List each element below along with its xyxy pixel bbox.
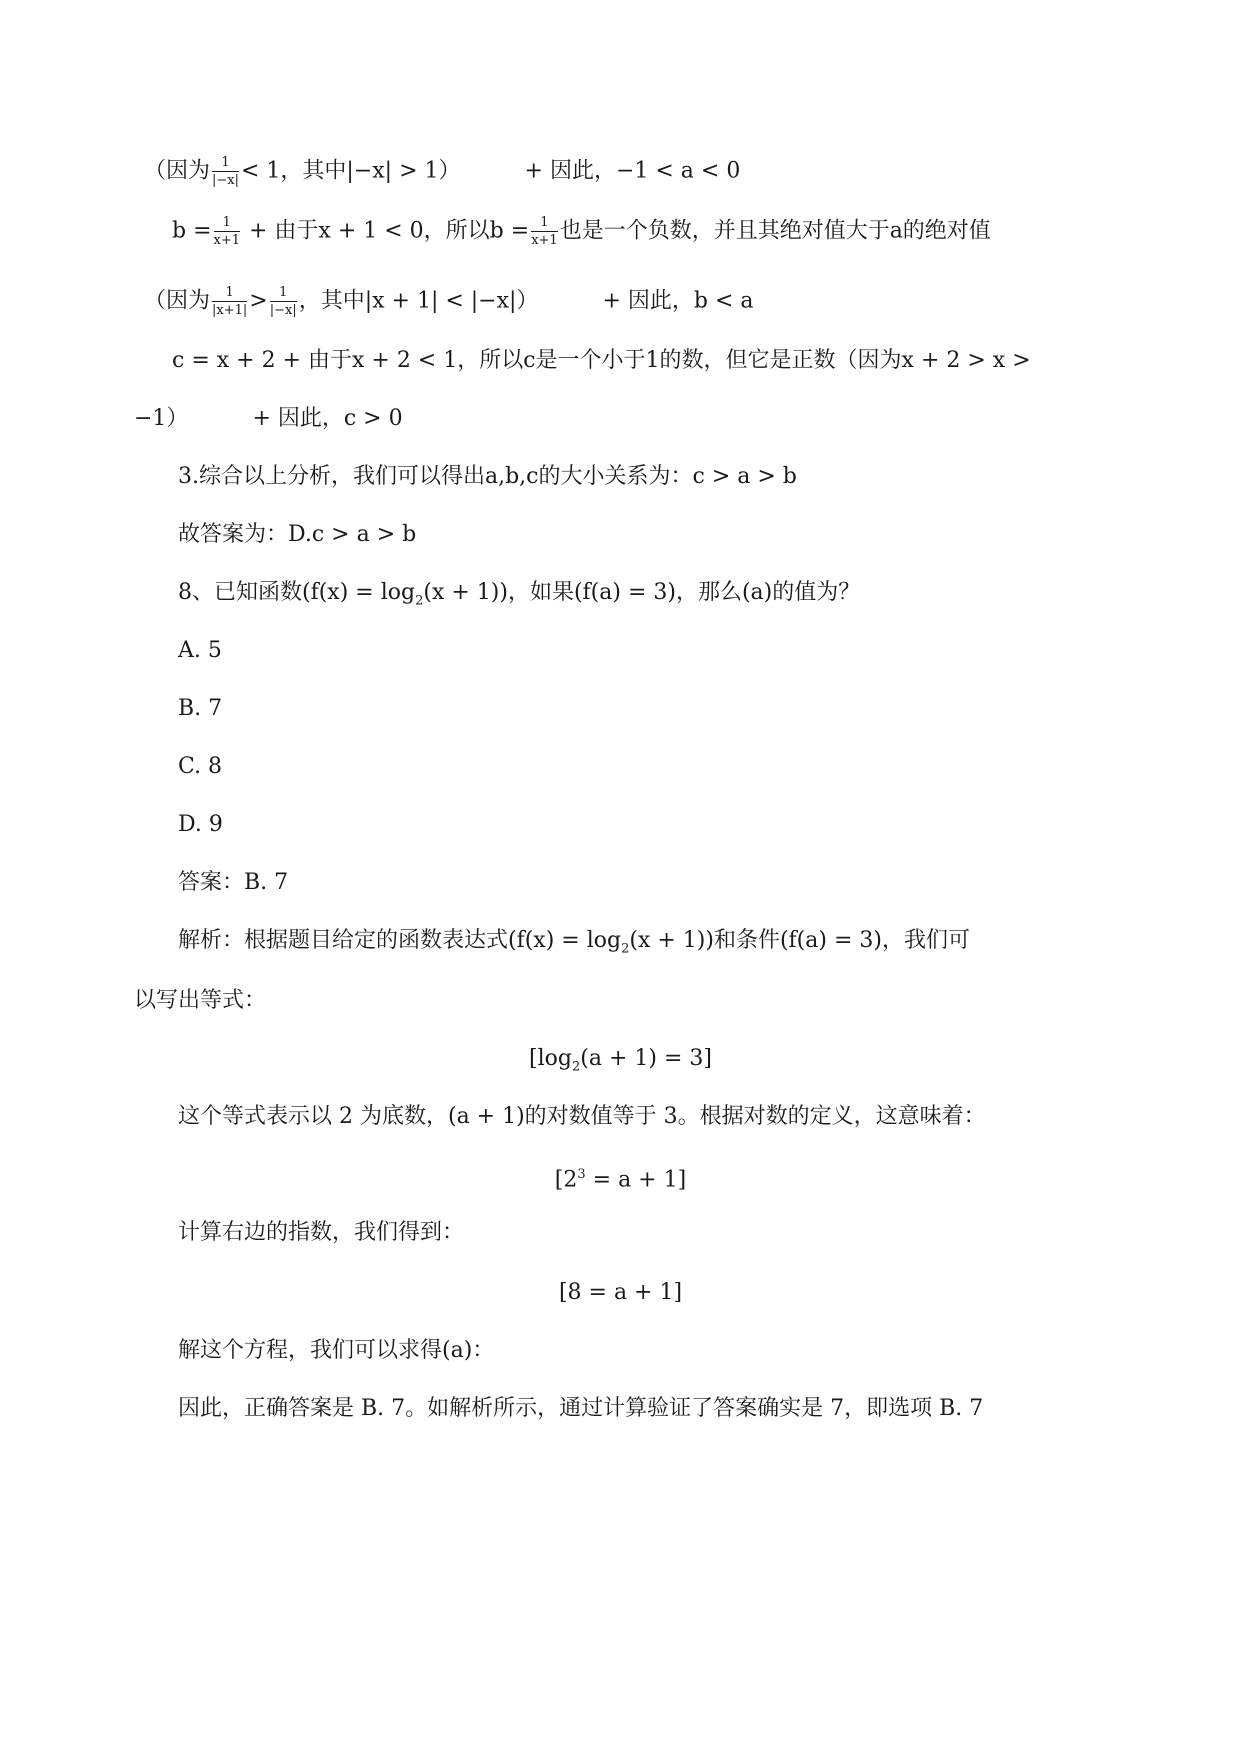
line-abs-reason-b: （因为 $\frac{1}{|x+1|}$ > $\frac{1}{|-x|}$ ，其中|x + 1| < |−x|） + 因此，b < a <box>144 285 754 318</box>
line-abs-reason-a <box>144 156 740 187</box>
option-d: D. 9 <box>178 812 223 837</box>
text: < 1，其中|−x| > 1） <box>241 158 461 184</box>
text: （因为 <box>144 158 211 184</box>
option-a: A. 5 <box>178 638 222 663</box>
fraction: $\frac{1}{|-x|}$ <box>212 155 239 188</box>
line-summary: 3.综合以上分析，我们可以得出a,b,c的大小关系为：c > a > b <box>178 464 797 489</box>
analysis-line-2: 以写出等式： <box>134 988 267 1013</box>
line-c-conclusion: −1） + 因此，c > 0 <box>134 406 403 431</box>
fraction: $\frac{1}{|x+1|}$ <box>212 285 248 318</box>
equation-3: [8 = a + 1] <box>558 1280 683 1305</box>
option-b: B. 7 <box>178 696 223 721</box>
text: + 因此，−1 < a < 0 <box>524 158 741 184</box>
equation-1: $[\log_2(a + 1) = 3]$ <box>529 1046 712 1075</box>
fraction: $\frac{1}{x+1}$ <box>213 215 241 248</box>
conclusion-line: 因此，正确答案是 B. 7。如解析所示，通过计算验证了答案确实是 7，即选项 B. 7 <box>178 1396 984 1421</box>
explain-line-2: 计算右边的指数，我们得到： <box>178 1220 465 1245</box>
fraction: $\frac{1}{x+1}$ <box>531 215 558 248</box>
explain-line-3: 解这个方程，我们可以求得(a)： <box>178 1338 495 1363</box>
answer-line: 答案：B. 7 <box>178 870 289 895</box>
fraction: $\frac{1}{|-x|}$ <box>269 285 297 318</box>
explain-line-1: 这个等式表示以 2 为底数，(a + 1)的对数值等于 3。根据对数的定义，这意味着： <box>178 1104 986 1129</box>
line-answer-7: 故答案为：D.c > a > b <box>178 522 417 547</box>
line-b-definition: b = $\frac{1}{x+1}$ + 由于x + 1 < 0，所以b = $\frac{1}{x+1}$ 也是一个负数，并且其绝对值大于a的绝对值 <box>172 215 991 248</box>
option-c: C. 8 <box>178 754 223 779</box>
line-c-definition: c = x + 2 + 由于x + 2 < 1，所以c是一个小于1的数，但它是正数（因为x + 2 > x > <box>172 348 1031 373</box>
equation-2: $[2^3 = a + 1]$ <box>554 1167 687 1193</box>
question-8: 8、已知函数$(f(x) = \log_2(x + 1))$，如果(f(a) = 3)，那么(a)的值为？ <box>178 580 861 609</box>
analysis-line-1: 解析：根据题目给定的函数表达式$(f(x) = \log_2(x + 1))$和条件(f(a) = 3)，我们可 <box>178 928 970 957</box>
